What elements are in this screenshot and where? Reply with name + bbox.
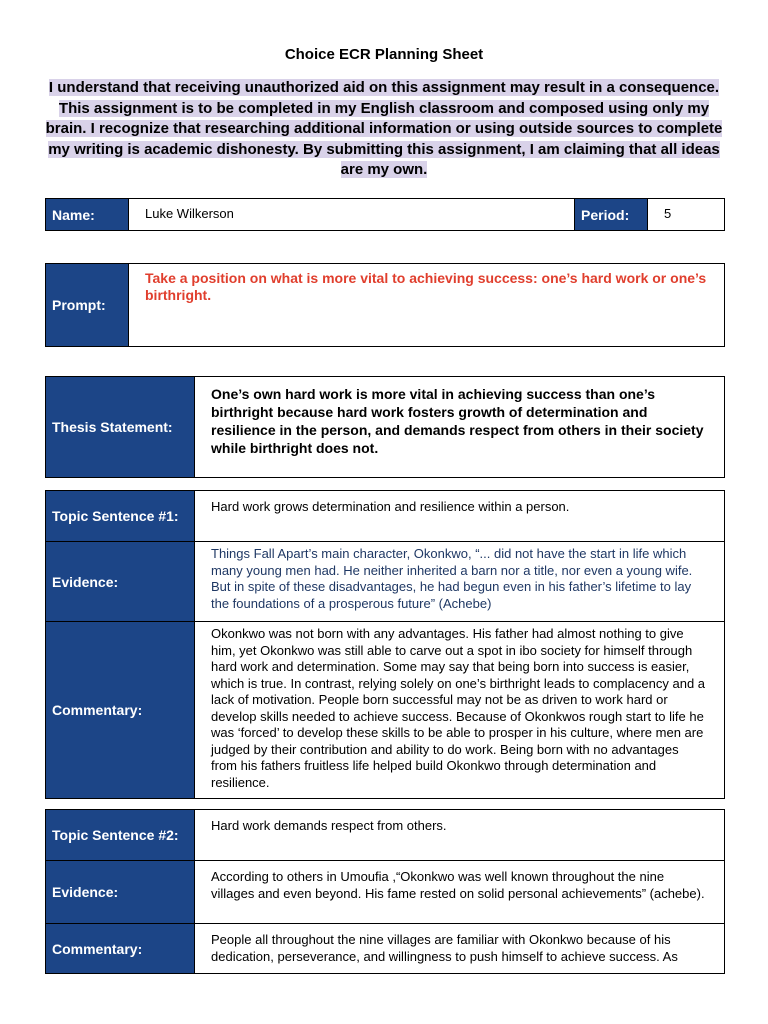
evidence-2-text[interactable]: According to others in Umoufia ,“Okonkwo was well known throughout the nine villages and even beyond. His fame rested on solid personal achievements” (achebe). xyxy=(195,861,725,924)
name-label: Name: xyxy=(46,199,129,231)
commentary-1-label: Commentary: xyxy=(46,622,195,799)
evidence-2-label: Evidence: xyxy=(46,861,195,924)
topic-sentence-2-label: Topic Sentence #2: xyxy=(46,810,195,861)
commentary-2-text[interactable]: People all throughout the nine villages are familiar with Okonkwo because of his dedication, perseverance, and willingness to push himself to achieve success. As xyxy=(195,924,725,974)
prompt-label: Prompt: xyxy=(46,264,129,347)
prompt-table xyxy=(45,263,725,347)
period-field[interactable]: 5 xyxy=(648,199,725,231)
period-label: Period: xyxy=(575,199,648,231)
body-paragraph-1-table xyxy=(45,490,725,799)
evidence-1-text[interactable]: Things Fall Apart’s main character, Okonkwo, “... did not have the start in life which many young men had. He neither inherited a barn nor a title, nor even a young wife. But in spite of these disadvantages, he had begun even in his father’s lifetime to lay the foundations of a prosperous future” (Achebe) xyxy=(195,542,725,622)
commentary-1-text[interactable]: Okonkwo was not born with any advantages. His father had almost nothing to give him, yet Okonkwo was still able to carve out a spot in ibo society for himself through hard work and determination. Some may say that being born into success is easier, which is true. In contrast, relying solely on one’s birthright leads to complacency and a lack of motivation. People born successful may not be as driven to work hard or develop skills needed to achieve success. Because of Okonkwos rough start to life he was ‘forced’ to develop these skills to be able to prosper in his culture, where men are judged by their contribution and ability to do work. Being born with no advantages from his fathers fruitless life helped build Okonkwo through determination and resilience. xyxy=(195,622,725,799)
page-title: Choice ECR Planning Sheet xyxy=(284,46,484,63)
honesty-pledge xyxy=(44,78,724,181)
evidence-1-label: Evidence: xyxy=(46,542,195,622)
body-paragraph-2-table xyxy=(45,809,725,974)
name-field[interactable]: Luke Wilkerson xyxy=(129,199,575,231)
topic-sentence-1-label: Topic Sentence #1: xyxy=(46,491,195,542)
commentary-2-label: Commentary: xyxy=(46,924,195,974)
student-info-table xyxy=(45,198,725,231)
topic-sentence-2-text[interactable]: Hard work demands respect from others. xyxy=(195,810,725,861)
pledge-text: I understand that receiving unauthorized aid on this assignment may result in a consequence. This assignment is to be completed in my English classroom and composed using only my brain. I recognize that researching additional information or using outside sources to complete my writing is academic dishonesty. By submitting this assignment, I am claiming that all ideas are my own. xyxy=(45,79,723,178)
prompt-text: Take a position on what is more vital to achieving success: one’s hard work or one’s birthright. xyxy=(129,264,725,347)
thesis-label: Thesis Statement: xyxy=(46,377,195,478)
thesis-text[interactable]: One’s own hard work is more vital in achieving success than one’s birthright because hard work fosters growth of determination and resilience in the person, and demands respect from others in their society while birthright does not. xyxy=(195,377,725,478)
topic-sentence-1-text[interactable]: Hard work grows determination and resilience within a person. xyxy=(195,491,725,542)
thesis-table xyxy=(45,376,725,478)
